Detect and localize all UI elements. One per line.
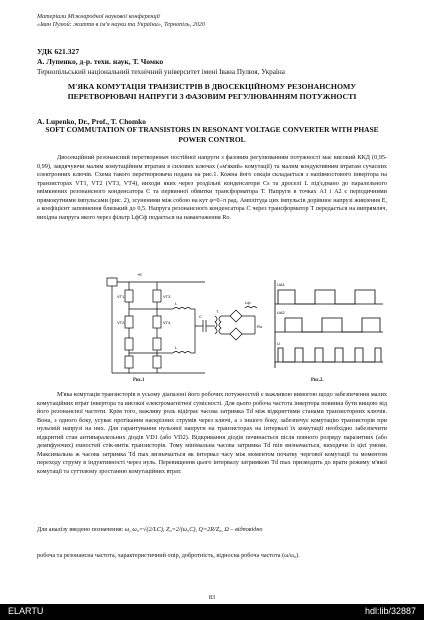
svg-text:VT1: VT1: [117, 294, 125, 299]
circuit-diagram: [107, 278, 257, 373]
formula-intro: Для аналізу введено позначення:: [37, 526, 124, 533]
conference-header: [37, 13, 397, 29]
figure-1-caption: Рис.1: [133, 378, 145, 383]
paragraph-2: М'яка комутація транзисторів в усьому діапазоні його робочих потужностей є важливою вимогою щодо забезпечення малих комутаційних втрат інвертора та високої електромагнітної сумісності. Для цього робоча частота інвертора повинна бути вищою від його резонансної частоти. Крім того, важливу роль відіграє часова затримка Td між відкриттями станами транзисторних ключів. Вона, з одного боку, усуває протікання наскрізних струмів через ключі, а з іншого боку, забезпечує комутацію транзисторів при нульовій напрузі на них. Для гарантування нульової напруги на транзисторах на інтервалі їх комутації необхідно забезпечити відкритий стан антипаралельних діодів VD1 (або VD2). Відкривання діодів починається після повного розряду паразитних (або демпфуючих) ємностей стік-витік транзисторів. Тому мінімальна часова затримка Td min визначається, виходячи із цієї умови. Максимальна ж часова затримка Td max визначається як інтервал часу між моментом початку чергової комутації та моментом переходу струму в індуктивності через нуль. Перевищення цього інтервалу затримкою Td max призводить до врати режиму м'якої комутації та суттєвому зростанню комутаційних втрат.: [37, 391, 387, 475]
svg-text:C: C: [199, 314, 202, 319]
svg-text:Lф: Lф: [245, 300, 251, 305]
svg-text:VT2: VT2: [117, 320, 125, 325]
svg-text:VT3: VT3: [163, 294, 171, 299]
svg-text:L: L: [175, 345, 178, 350]
formula-line: [37, 526, 387, 535]
conference-line-2: «Іван Пулюй: життя в ім'я науки та України», Тернопіль, 2020: [37, 21, 205, 28]
udc-code: УДК 621.327: [37, 47, 80, 56]
affiliation: Тернопільський національний технічний університет імені Івана Пулюя, Україна: [37, 68, 285, 76]
svg-text:T: T: [216, 309, 219, 314]
page-number: 83: [208, 594, 216, 601]
circuit-labels: [117, 272, 263, 350]
svg-text:UA2: UA2: [277, 310, 285, 315]
title-ua: М'ЯКА КОМУТАЦІЯ ТРАНЗИСТРІВ В ДВОСЕКЦІЙНОМУ РЕЗОНАНСНОМУ ПЕРЕТВОРЮВАЧІ НАПРУГИ З ФАЗОВИМ РЕГУЛЮВАННЯМ ПОТУЖНОСТІ: [67, 82, 357, 101]
paragraph-1: [37, 154, 387, 222]
svg-text:+E: +E: [137, 272, 143, 277]
authors-ua: А. Лупенко, д-р. техн. наук, Т. Чомко: [37, 57, 164, 66]
title-en: SOFT COMMUTATION OF TRANSISTORS IN RESONANT VOLTAGE CONVERTER WITH PHASE POWER CONTROL: [45, 125, 379, 144]
svg-text:UA1: UA1: [277, 282, 285, 287]
svg-text:U: U: [277, 341, 280, 346]
waveform-diagram: [275, 280, 383, 368]
svg-text:Ro: Ro: [257, 324, 263, 329]
figure-2-caption: Рис.2.: [311, 378, 324, 383]
footer-repository-label: ELARTU: [8, 606, 44, 616]
footer-bar: [0, 604, 424, 620]
formula-continuation: робоча та резонансна частота, характеристичний опір, добротність, відносна робоча частота (ω/ω₀).: [37, 552, 300, 559]
svg-text:VT4: VT4: [163, 320, 171, 325]
authors-en: A. Lupenko, Dr., Prof., T. Chomko: [37, 117, 146, 126]
svg-text:L: L: [175, 301, 178, 306]
source-box: [107, 278, 117, 286]
formula-expression: ω, ω₀=√(2/LC), Z₀=2/(ω₀C), Q=2R/Z₀, Ω – відповідно: [124, 526, 263, 533]
conference-line-1: Матеріали Міжнародної наукової конференції: [37, 13, 161, 20]
figures-svg: [95, 268, 385, 386]
paragraph-1-text: Двосекційний резонансний перетворювач постійної напруги з фазовим регулюванням потужності має високий ККД (0,95-0,99), завдячуючи малим комутаційним втратам в силових ключах («м'який» комутації) та малим кондуктивним втратам сучасних електронних ключів. Схема такого перетворювача подана на рис.1. Кожна його секція складається з напівмостового інвертора на транзисторах VT1, VT2 (VT3, VT4), виходи яких через роздільні конденсатори Cs та дроселі L під'єднано до паралельного ввімкнених резонансного конденсатора C та первинної обвитки трансформатора T. Напруги в точках A1 і A2 є періодичними прямокутними імпульсами (рис. 2), зсуненими між собою на кут φ=0÷π рад. Амплітуда цих імпульсів дорівнює напрузі живлення E, а коефіцієнт заповнення близький до 0,5. Напруга резонансного конденсатора C через трансформатор T передається на випрямляч, вихідна напруга якого через фільтр LфCф подається на навантаження Ro.: [37, 154, 387, 221]
footer-handle: hdl:lib/32887: [364, 606, 416, 616]
figures-area: [95, 268, 385, 386]
